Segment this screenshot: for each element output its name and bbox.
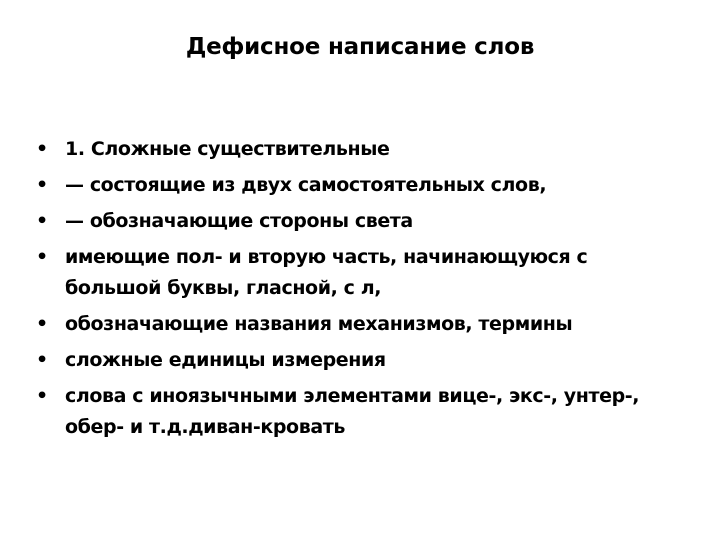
bullet-icon: • <box>36 174 48 196</box>
bullet-icon: • <box>36 138 48 160</box>
list-item-text: 1. Сложные существительные <box>65 138 390 160</box>
list-item-text: сложные единицы измерения <box>65 349 386 371</box>
list-item <box>36 345 686 376</box>
bullet-icon: • <box>36 313 48 335</box>
bullet-list <box>36 134 686 448</box>
list-item-text: — состоящие из двух самостоятельных слов, <box>65 174 547 196</box>
bullet-icon: • <box>36 246 48 268</box>
list-item-text: — обозначающие стороны света <box>65 210 413 232</box>
list-item-text: имеющие пол- и вторую часть, начинающуюся с большой буквы, гласной, с л, <box>65 246 588 299</box>
list-item <box>36 242 686 304</box>
list-item <box>36 170 686 201</box>
list-item <box>36 134 686 165</box>
bullet-icon: • <box>36 385 48 407</box>
list-item <box>36 309 686 340</box>
slide-title: Дефисное написание слов <box>185 34 535 60</box>
list-item <box>36 381 686 443</box>
bullet-icon: • <box>36 210 48 232</box>
list-item-text: слова с иноязычными элементами вице-, экс-, унтер-, обер- и т.д.диван-кровать <box>65 385 640 438</box>
bullet-icon: • <box>36 349 48 371</box>
list-item <box>36 206 686 237</box>
list-item-text: обозначающие названия механизмов, термины <box>65 313 573 335</box>
